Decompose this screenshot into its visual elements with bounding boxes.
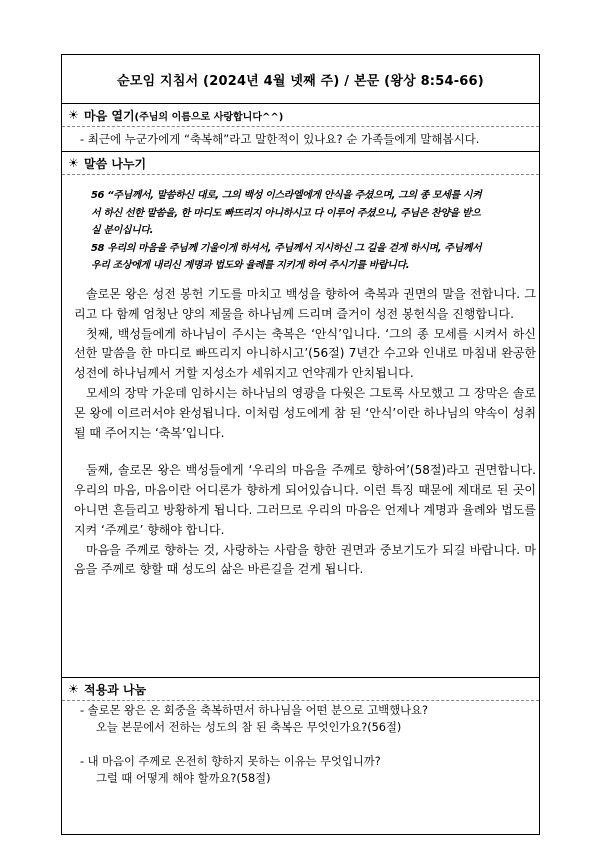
- apply-heading: 적용과 나눔: [84, 682, 147, 697]
- word-heading: 말씀 나누기: [84, 156, 147, 171]
- body-paragraph: 솔로몬 왕은 성전 봉헌 기도를 마치고 백성을 향하여 축복과 권면의 말을 전합니다. 그리고 다 함께 엄청난 양의 제물을 하나님께 드리며 즐거이 성전 봉헌식을 진행합니다.: [74, 287, 536, 321]
- sun-icon: ☀: [68, 682, 79, 696]
- question-line: 오늘 본문에서 전하는 성도의 참 된 축복은 무엇인가요?(56절): [96, 720, 402, 734]
- body-paragraph: 마음을 주께로 향하는 것, 사랑하는 사람을 향한 권면과 중보기도가 되길 바랍니다. 마음을 주께로 향할 때 성도의 삶은 바른길을 걷게 됩니다.: [74, 542, 536, 577]
- body-paragraph: 둘째, 솔로몬 왕은 백성들에게 ‘우리의 마음을 주께로 향하여’(58절)라고 권면합니다. 우리의 마음, 마음이란 어디론가 향하게 되어있습니다. 이런 특징 때문에 제대로 된 곳이 아니면 흔들리고 방황하게 됩니다. 그러므로 우리의 마음은 언제나 계명과 율례와 법도를 지켜 ‘주께로’ 향해야 합니다.: [74, 463, 536, 537]
- title-box: [61, 54, 540, 104]
- body-paragraph: 첫째, 백성들에게 하나님이 주시는 축복은 ‘안식’입니다. ‘그의 종 모세를 시켜서 하신 선한 말씀을 한 마디로 빠뜨리지 아니하시고’(56절) 7년간 수고와 인내로 마침내 완공한 성전에 하나님께서 거할 지성소가 세워지고 언약궤가 안치됩니다.: [74, 326, 536, 381]
- scripture-line: 우리 조상에게 내리신 계명과 법도와 율례를 지키게 하여 주시기를 바랍니다.: [91, 260, 410, 271]
- sun-icon: ☀: [68, 108, 79, 122]
- apply-section: [61, 678, 540, 835]
- scripture-line: 실 분이십니다.: [91, 225, 154, 236]
- body-paragraph: 모세의 장막 가운데 임하시는 하나님의 영광을 다윗은 그토록 사모했고 그 장막은 솔로몬 왕에 이르러서야 완성됩니다. 이처럼 성도에게 참 된 ‘안식’이란 하나님의 약속이 성취될 때 주어지는 ‘축복’입니다.: [74, 385, 536, 440]
- study-guide-page: [61, 54, 540, 835]
- page-title: 순모임 지침서 (2024년 4월 넷째 주) / 본문 (왕상 8:54-66): [117, 73, 484, 89]
- question-item: [62, 754, 539, 787]
- opening-bullet: - 최근에 누군가에게 “축복해”라고 말한적이 있나요? 순 가족들에게 말해봅시다.: [80, 132, 480, 146]
- question-item: [62, 703, 539, 736]
- sermon-body: [74, 285, 536, 580]
- scripture-passage: [91, 187, 529, 275]
- opening-heading: 마음 열기: [84, 108, 135, 123]
- scripture-line: 56 “주님께서, 말씀하신 대로, 그의 백성 이스라엘에게 안식을 주셨으며, 그의 종 모세를 시켜: [91, 190, 482, 201]
- question-line: - 내 마음이 주께로 온전히 향하지 못하는 이유는 무엇입니까?: [80, 755, 381, 768]
- scripture-line: 58 우리의 마음을 주님께 기울이게 하셔서, 주님께서 지시하신 그 길을 걷게 하시며, 주님께서: [91, 242, 482, 254]
- opening-header: [62, 104, 539, 127]
- scripture-line: 서 하신 선한 말씀을, 한 마디도 빠뜨리지 아니하시고 다 이루어 주셨으니, 주님은 찬양을 받으: [91, 207, 481, 219]
- question-line: - 솔로몬 왕은 온 회중을 축복하면서 하나님을 어떤 분으로 고백했나요?: [80, 704, 428, 717]
- sun-icon: ☀: [68, 156, 79, 170]
- question-line: 그럴 때 어떻게 해야 할까요?(58절): [96, 771, 271, 785]
- opening-section: [61, 104, 540, 152]
- word-header: [62, 152, 539, 175]
- apply-header: [62, 678, 539, 701]
- word-section: [61, 152, 540, 678]
- opening-heading-sub: (주님의 이름으로 사랑합니다^^): [134, 111, 284, 123]
